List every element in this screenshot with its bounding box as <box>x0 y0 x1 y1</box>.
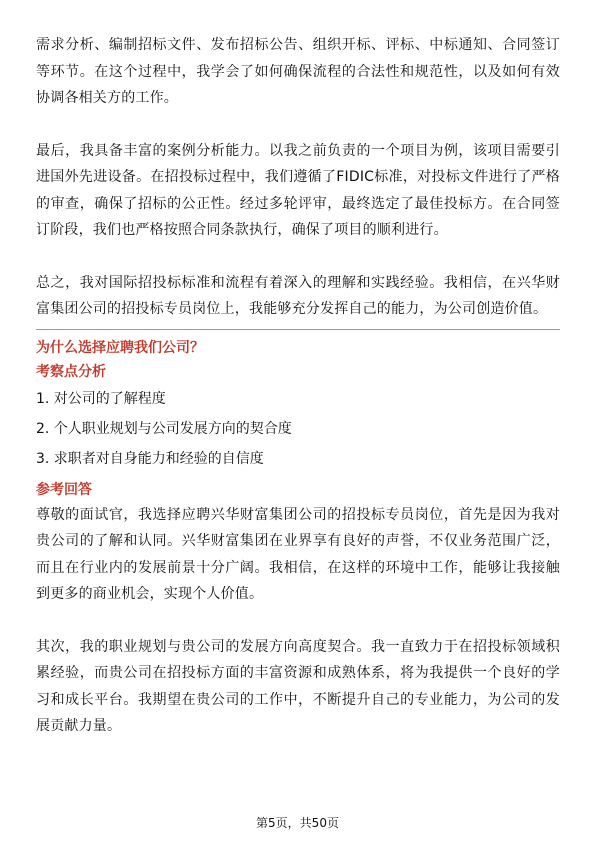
paragraph-summary: 总之，我对国际招投标标准和流程有着深入的理解和实践经验。我相信，在兴华财富集团公司的招投标专员岗位上，我能够充分发挥自己的能力，为公司创造价值。 <box>36 274 560 317</box>
page-number: 第5页，共50页 <box>256 816 339 830</box>
analysis-item: 2. 个人职业规划与公司发展方向的契合度 <box>36 420 292 437</box>
question-title: 为什么选择应聘我们公司？ <box>36 339 204 356</box>
document-page <box>36 32 560 740</box>
section-divider <box>36 329 560 330</box>
paragraph-case-analysis: 最后，我具备丰富的案例分析能力。以我之前负责的一个项目为例，该项目需要引进国外先进设备。在招投标过程中，我们遵循了FIDIC标准，对投标文件进行了严格的审查，确保了招标的公正性。经过多轮评审，最终选定了最佳投标方。在合同签订阶段，我们也严格按照合同条款执行，确保了项目的顺利进行。 <box>36 142 560 238</box>
analysis-item: 1. 对公司的了解程度 <box>36 390 166 407</box>
answer-paragraph-1: 尊敬的面试官，我选择应聘兴华财富集团公司的招投标专员岗位，首先是因为我对贵公司的了解和认同。兴华财富集团在业界享有良好的声誉，不仅业务范围广泛，而且在行业内的发展前景十分广阔。我相信，在这样的环境中工作，能够让我接触到更多的商业机会，实现个人价值。 <box>36 506 560 602</box>
paragraph-process: 需求分析、编制招标文件、发布招标公告、组织开标、评标、中标通知、合同签订等环节。在这个过程中，我学会了如何确保流程的合法性和规范性，以及如何有效协调各相关方的工作。 <box>36 37 560 106</box>
analysis-item: 3. 求职者对自身能力和经验的自信度 <box>36 450 264 467</box>
analysis-title: 考察点分析 <box>36 363 106 380</box>
answer-title: 参考回答 <box>36 481 92 498</box>
answer-paragraph-2: 其次，我的职业规划与贵公司的发展方向高度契合。我一直致力于在招投标领域积累经验，而贵公司在招投标方面的丰富资源和成熟体系，将为我提供一个良好的学习和成长平台。我期望在贵公司的工作中，不断提升自己的专业能力，为公司的发展贡献力量。 <box>36 638 560 734</box>
